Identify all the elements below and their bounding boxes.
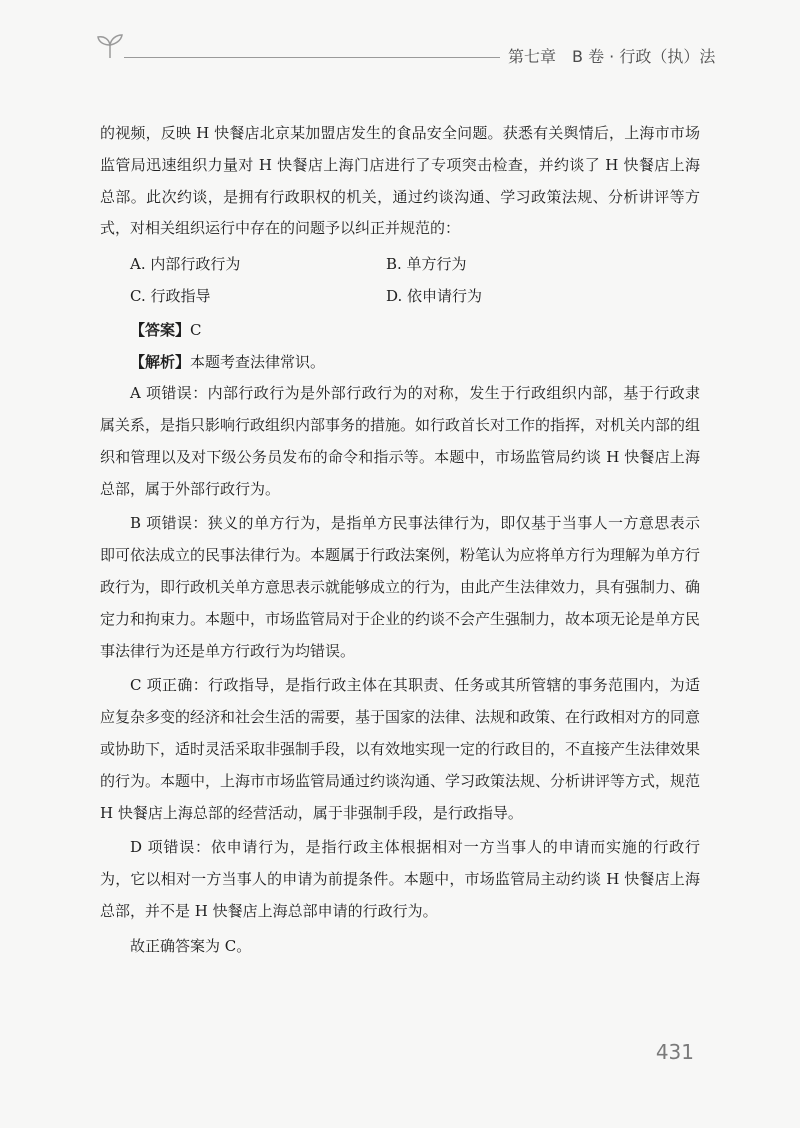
page-header [0, 0, 800, 80]
header-rule [124, 57, 500, 58]
analysis-paragraph-d: D 项错误：依申请行为，是指行政主体根据相对一方当事人的申请而实施的行政行为，它以相对一方当事人的申请为前提条件。本题中，市场监管局主动约谈 H 快餐店上海总部，并不是 H 快餐店上海总部申请的行政行为。 [100, 838, 700, 920]
question-stem: 的视频，反映 H 快餐店北京某加盟店发生的食品安全问题。获悉有关舆情后，上海市市场监管局迅速组织力量对 H 快餐店上海门店进行了专项突击检查，并约谈了 H 快餐店上海总部。此次约谈，是拥有行政职权的机关，通过约谈沟通、学习政策法规、分析讲评等方式，对相关组织运行中存在的问题予以纠正并规范的： [100, 124, 700, 238]
page-content [100, 118, 700, 966]
analysis-paragraph-c: C 项正确：行政指导，是指行政主体在其职责、任务或其所管辖的事务范围内，为适应复杂多变的经济和社会生活的需要，基于国家的法律、法规和政策、在行政相对方的同意或协助下，适时灵活采取非强制手段，以有效地实现一定的行政目的，不直接产生法律效果的行为。本题中，上海市市场监管局通过约谈沟通、学习政策法规、分析讲评等方式，规范 H 快餐店上海总部的经营活动，属于非强制手段，是行政指导。 [100, 676, 701, 822]
answer-value: C [190, 321, 202, 340]
analysis-label: 【解析】 [130, 353, 191, 372]
analysis-line [100, 346, 700, 378]
option-list [100, 248, 700, 312]
analysis-conclusion: 故正确答案为 C。 [130, 936, 252, 955]
option-b: B. 单方行为 [386, 255, 467, 274]
chapter-title: 第七章 B 卷 · 行政（执）法 [508, 47, 716, 66]
analysis-paragraph-a: A 项错误：内部行政行为是外部行政行为的对称，发生于行政组织内部，基于行政隶属关系，是指只影响行政组织内部事务的措施。如行政首长对工作的指挥，对机关内部的组织和管理以及对下级公务员发布的命令和指示等。本题中，市场监管局约谈 H 快餐店上海总部，属于外部行政行为。 [100, 384, 701, 498]
sprout-icon [95, 32, 125, 60]
page-number: 431 [655, 1040, 694, 1064]
answer-line [100, 314, 700, 346]
option-a: A. 内部行政行为 [130, 255, 241, 274]
answer-label: 【答案】 [130, 321, 191, 340]
analysis-paragraph-b: B 项错误：狭义的单方行为，是指单方民事法律行为，即仅基于当事人一方意思表示即可依法成立的民事法律行为。本题属于行政法案例，粉笔认为应将单方行为理解为单方行政行为，即行政机关单方意思表示就能够成立的行为，由此产生法律效力，具有强制力、确定力和拘束力。本题中，市场监管局对于企业的约谈不会产生强制力，故本项无论是单方民事法律行为还是单方行政行为均错误。 [100, 514, 701, 660]
option-d: D. 依申请行为 [386, 287, 483, 306]
option-c: C. 行政指导 [130, 287, 211, 306]
analysis-intro: 本题考查法律常识。 [190, 353, 326, 372]
